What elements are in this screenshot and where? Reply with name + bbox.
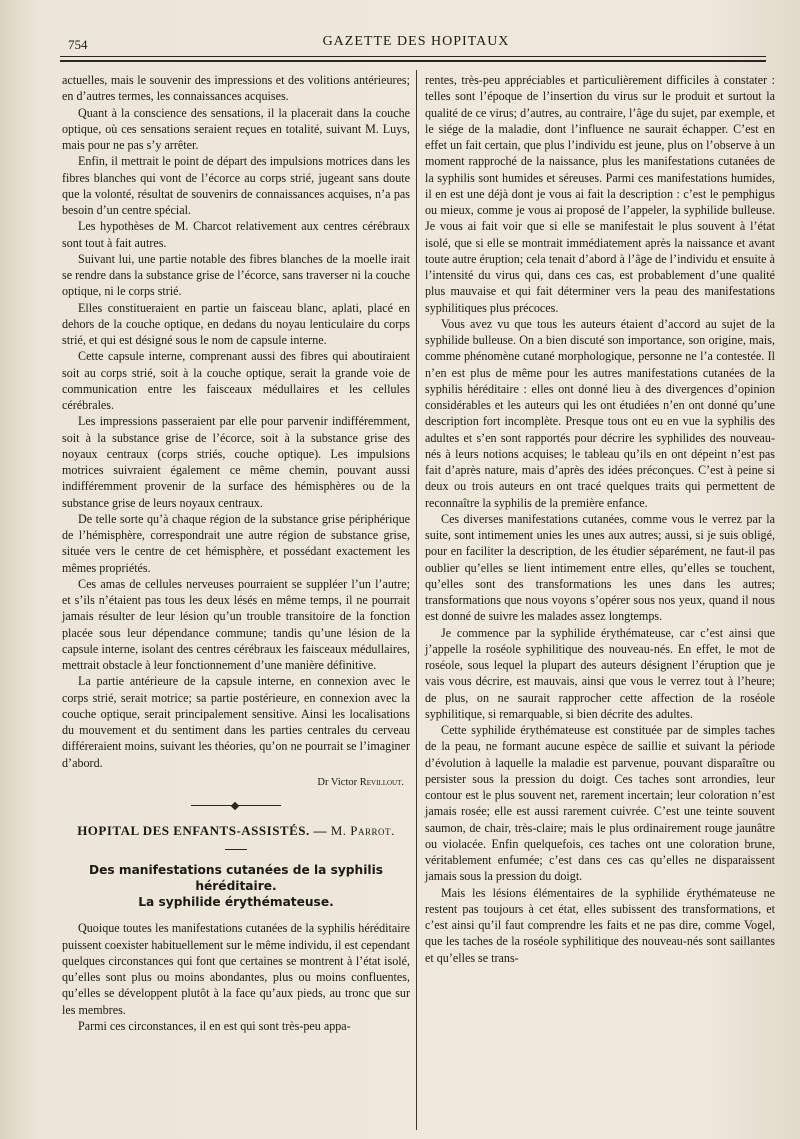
- section-title: [62, 823, 410, 839]
- article-title-line1: Des manifestations cutanées de la syphilis héréditaire.: [89, 863, 383, 894]
- separator-ornament: [191, 803, 281, 809]
- paragraph: Cette syphilide érythémateuse est constituée par de simples taches de la peau, ne formant aucune espèce de saillie et suivant la période d’évolution à laquelle la maladie est parvenue, pouvant disparaître ou persister sous la pression du doigt. Ces taches sont arrondies, leur contour est le plus souvent net, rarement incertain; leur coloration n’est jamais rosée; elle est aussi rarement cuivrée. C’est une teinte souvent saumon, de chair, très-claire; mais le plus ordinairement rouge jaunâtre ou violacée. Enfin quelquefois, ces taches ont une coloration brune, véritablement enfumée; c’est dans ces cas qu’elles ne disparaissent jamais sous la pression du doigt.: [425, 723, 775, 884]
- signature-prefix: Dr Victor: [317, 776, 358, 788]
- paragraph: Les hypothèses de M. Charcot relativement aux centres cérébraux sont tout à fait autres.: [62, 219, 410, 250]
- section-title-text: HOPITAL DES ENFANTS-ASSISTÉS. —: [77, 823, 327, 838]
- paragraph: Je commence par la syphilide érythémateuse, car c’est ainsi que j’appelle la roséole syphilitique des nouveau-nés. En effet, le mot de roséole, sous lequel la plupart des auteurs désignent l’éruption que je vais vous décrire, est mauvais, ainsi que vous le verrez tout à l’heure; de plus, on ne saurait rapprocher cette affection de la roséole syphilitique, si remarquable, si bien décrite des adultes.: [425, 625, 775, 721]
- paragraph: Les impressions passeraient par elle pour parvenir indifféremment, soit à la substance grise de l’écorce, soit à la substance grise des noyaux centraux (corps striés, couche optique). Les impulsions motrices suivraient également ce même chemin, pouvant aussi indifféremment provenir de la surface des hémisphères ou de la substance grise de leurs noyaux centraux.: [62, 414, 410, 510]
- paragraph: Vous avez vu que tous les auteurs étaient d’accord au sujet de la syphilide bulleuse. On a bien discuté son importance, son origine, mais, comme phénomène cutané morphologique, personne ne l’a contestée. Il n’en est plus de même pour les autres manifestations cutanées de la syphilis héréditaire : elles ont donné lieu à des divergences d’opinion considérables et les auteurs qui les ont étudiées n’en ont donné qu’une description fort incomplète. Presque tous ont eu en vue la syphilis des adultes et s’en sont rapportés pour décrire les syphilides des nouveau-nés à leurs notions acquises; le tableau qu’ils en ont dépeint n’est pas fait d’après nature, mais d’après des idées préconçues. C’est à peine si deux ou trois auteurs en ont tracé quelques traits qui permettent de reconnaître la syphilis de la première enfance.: [425, 316, 775, 510]
- paragraph: Quant à la conscience des sensations, il la placerait dans la couche optique, où ces sensations seraient reçues en totalité, suivant M. Luys, mais pour ne pas s’y arrêter.: [62, 105, 410, 152]
- header-rule: [60, 56, 766, 57]
- paragraph: Parmi ces circonstances, il en est qui sont très-peu appa-: [78, 1018, 351, 1033]
- column-divider: [416, 70, 417, 1130]
- header-rule-thick: [60, 60, 766, 62]
- left-column: [62, 72, 410, 1034]
- page-header: [68, 34, 764, 56]
- page-number: 754: [68, 37, 88, 52]
- paragraph: La partie antérieure de la capsule interne, en connexion avec le corps strié, serait motrice; sa partie postérieure, en connexion avec la couche optique, serait principalement sensitive. Ainsi les localisations du mouvement et du sentiment dans les parties centrales du cerveau différeraient moins, suivant les théories, qu’on ne pourrait se l’imaginer d’abord.: [62, 674, 410, 770]
- paragraph: Ces diverses manifestations cutanées, comme vous le verrez par la suite, sont intimement unies les unes aux autres; aussi, si je suis obligé, pour en faciliter la description, de les étudier séparément, ne faut-il pas oublier qu’elles se lient intimement entre elles, qu’elles se touchent, qu’elles sont des transformations les unes dans les autres; transformations que nous voyons s’opérer sous nos yeux, quand il nous est donné de suivre les malades assez longtemps.: [425, 511, 775, 624]
- article-title-line2: La syphilide érythémateuse.: [138, 895, 334, 910]
- paragraph: Enfin, il mettrait le point de départ des impulsions motrices dans les fibres blanches qui vont de l’écorce au corps strié, jugeant sans doute que la volonté, résultat de souvenirs de connaissances acquises, n’a pas besoin d’un centre spécial.: [62, 154, 410, 217]
- paragraph: rentes, très-peu appréciables et particulièrement difficiles à constater : telles sont l’époque de l’insertion du virus sur le produit et surtout la qualité de ce virus; d’autres, au contraire, l’âge du sujet, par exemple, et le siége de la maladie, dont l’influence ne saurait échapper. C’est en effet un fait certain, que plus l’individu est jeune, plus on l’observe à un moment rapproché de la naissance, plus les manifestations cutanées de la syphilis sont humides et séreuses. Parmi ces manifestations humides, il en est une déjà dont je vous ai fait la description : c’est le pemphigus ou mieux, comme je vous ai proposé de l’appeler, la syphilide bulleuse. Je vous ai fait voir que si elle se manifestait le plus souvent à l’état isolé, que si elle se montrait immédiatement après la naissance et avant toute autre éruption; cela tenait d’abord à l’âge de l’individu et ensuite à l’intensité du virus qui, dans ces cas, est probablement d’une qualité plus mauvaise et qui fait déterminer vers la peau des manifestations syphilitiques plus précoces.: [425, 73, 775, 315]
- paragraph: Quoique toutes les manifestations cutanées de la syphilis héréditaire puissent coexister habituellement sur le même individu, il est cependant quelques circonstances qui font que certaines se montrent à l’état isolé, qu’elles sont plus ou moins abondantes, plus ou moins confluentes, qu’elles se développent plutôt à la face qu’aux pieds, au tronc que sur les membres.: [62, 921, 410, 1017]
- paragraph: Ces amas de cellules nerveuses pourraient se suppléer l’un l’autre; et s’ils n’étaient pas tous les deux lésés en même temps, il ne pourrait jamais résulter de leur lésion qu’un trouble transitoire de la fonction placée sous leur dépendance commune; tandis qu’une lésion de la capsule interne, isolant des centres cérébraux les faisceaux médullaires, mettrait obstacle à leur fonctionnement d’une manière définitive.: [62, 576, 410, 672]
- journal-title: GAZETTE DES HOPITAUX: [322, 34, 510, 49]
- short-rule: [225, 849, 247, 850]
- paragraph: Mais les lésions élémentaires de la syphilide érythémateuse ne restent pas toujours à cet état, elles subissent des transformations, et c’est ainsi qu’il faut comprendre les faits et ne pas dire, comme Vogel, que les taches de la roséole syphilitique des nouveau-nés sont saillantes et qu’elles se trans-: [425, 885, 775, 965]
- paragraph: Suivant lui, une partie notable des fibres blanches de la moelle irait se rendre dans la substance grise de l’écorce, sans traverser ni la couche optique, ni le corps strié.: [62, 251, 410, 299]
- article-heading: [62, 862, 410, 910]
- signature-name: Revillout.: [359, 776, 404, 788]
- paragraph: actuelles, mais le souvenir des impressions et des volitions antérieures; en d’autres termes, les connaissances acquises.: [62, 73, 410, 104]
- paragraph: Elles constitueraient en partie un faisceau blanc, aplati, placé en dehors de la couche optique, en dedans du noyau lenticulaire du corps strié, et qui est désigné sous le nom de capsule interne.: [62, 300, 410, 347]
- section-author: M. Parrot.: [330, 823, 395, 838]
- paragraph: Cette capsule interne, comprenant aussi des fibres qui aboutiraient soit au corps strié, soit à la couche optique, serait la grande voie de communication entre les faisceaux médullaires et les cellules cérébrales.: [62, 349, 410, 412]
- paragraph: De telle sorte qu’à chaque région de la substance grise périphérique de l’hémisphère, correspondrait une autre région de substance grise, située vers le centre de cet hémisphère, et possédant exactement les mêmes propriétés.: [62, 511, 410, 575]
- author-signature: [62, 775, 410, 791]
- right-column: [425, 72, 775, 966]
